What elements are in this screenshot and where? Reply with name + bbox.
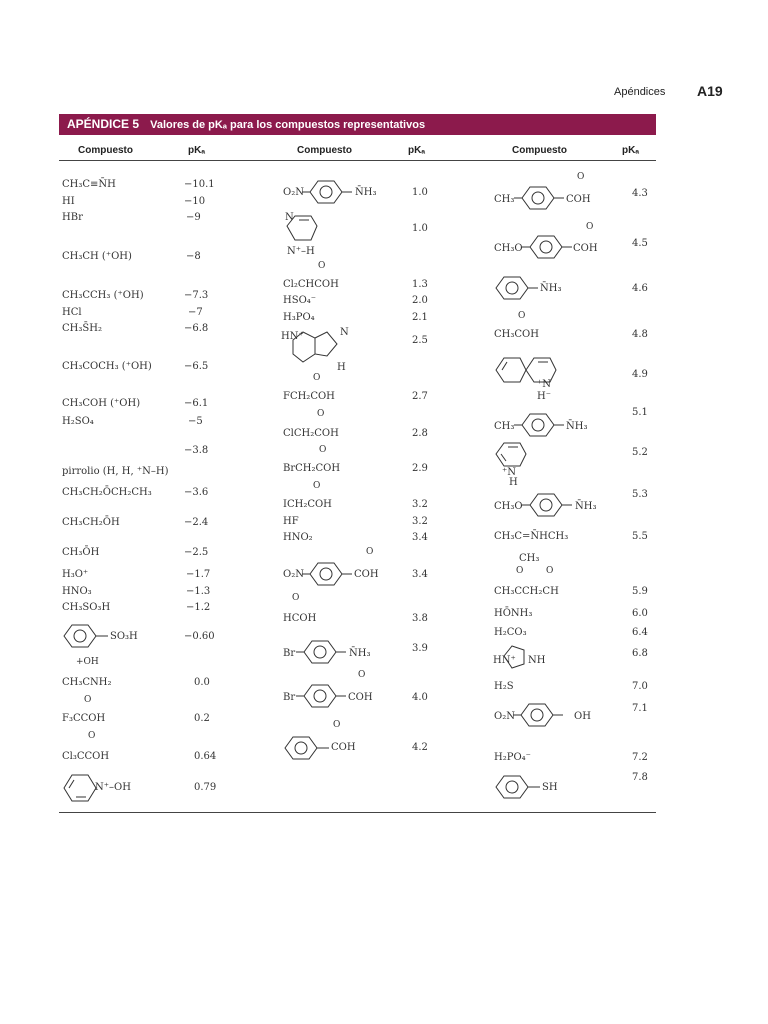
pka-value: 4.5 (632, 238, 648, 249)
compound-name: CH₃SO₃H (62, 602, 111, 613)
pka-value: 1.0 (412, 187, 428, 198)
pka-value: 0.0 (194, 677, 210, 688)
compound-name: CH₃ŌH (62, 547, 100, 558)
imidazolium-hn-plus-label: HN⁺ (493, 655, 516, 666)
purine-h-label: H (337, 362, 346, 373)
compound-name: CH₃CH₂ŌCH₂CH₃ (62, 487, 152, 498)
compound-name: FCH₂COH (283, 391, 335, 402)
n-plus-oh-label: N⁺–OH (95, 782, 131, 793)
compound-name: HŌNH₃ (494, 608, 533, 619)
protonated-oh-label: +OH (76, 657, 99, 667)
carbonyl-o-label: O (317, 409, 325, 419)
col2-header-compound: Compuesto (297, 145, 352, 156)
pka-value: 3.2 (412, 499, 428, 510)
ketoaldehyde-label: CH₃CCH₂CH (494, 586, 559, 597)
acetic-acid-label: CH₃COH (494, 329, 539, 340)
pka-value: −1.7 (186, 569, 211, 580)
ammonium-label: N̄H₃ (540, 283, 562, 294)
pka-value: −6.8 (184, 323, 209, 334)
pka-value: −0.60 (184, 631, 215, 642)
ammonium-label: N̄H₃ (355, 187, 377, 198)
compound-name: CH₃CCH₃ (⁺OH) (62, 290, 144, 301)
compound-name: HBr (62, 212, 83, 223)
pka-value: 2.9 (412, 463, 428, 474)
carbonyl-o-label: O (319, 445, 327, 455)
compound-name: H₃PO₄ (283, 312, 315, 323)
pka-value: 5.5 (632, 531, 648, 542)
pka-value: 0.79 (194, 782, 217, 793)
hydroxyl-label: OH (574, 711, 591, 722)
bromoanilinium-ring (296, 638, 356, 668)
pka-value: 3.4 (412, 569, 428, 580)
carbonyl-o-label: O (366, 547, 374, 557)
ammonium-label: N̄H₃ (575, 501, 597, 512)
pka-value: 7.0 (632, 681, 648, 692)
pka-value: 6.4 (632, 627, 648, 638)
compound-name: pirrolio (H, H, ⁺N–H) (62, 466, 169, 477)
bottom-rule (59, 812, 656, 813)
compound-name: H₃O⁺ (62, 569, 89, 580)
pka-value: 4.0 (412, 692, 428, 703)
carboxyl-label: COH (573, 243, 598, 254)
compound-name: HSO₄⁻ (283, 295, 317, 306)
compound-name: H₂PO₄⁻ (494, 752, 531, 763)
carboxyl-label: COH (331, 742, 356, 753)
pka-value: 4.9 (632, 369, 648, 380)
nitrophenol-ring (513, 701, 583, 731)
pka-value: 1.3 (412, 279, 428, 290)
pka-value: 3.9 (412, 643, 428, 654)
methyl-label: CH₃ (519, 553, 540, 564)
pka-value: −6.1 (184, 398, 209, 409)
compound-name: HCl (62, 307, 82, 318)
pyridinium-h-label: H (509, 477, 518, 488)
imidazolium-nh-label: NH (528, 655, 546, 666)
banner-title: APÉNDICE 5 (67, 117, 140, 131)
pka-value: −2.4 (184, 517, 209, 528)
pka-value: 3.4 (412, 532, 428, 543)
quinolinium-structure (494, 354, 564, 394)
banner-subtitle: Valores de pKₐ para los compuestos representativos (150, 119, 426, 131)
col3-header-compound: Compuesto (512, 145, 567, 156)
pka-value: 5.9 (632, 586, 648, 597)
pka-value: −3.6 (184, 487, 209, 498)
pka-value: −7 (188, 307, 203, 318)
carbonyl-o-label: O (292, 593, 300, 603)
carbonyl-o-label: O (358, 670, 366, 680)
pka-value: −10 (184, 196, 206, 207)
ammonium-label: N̄H₃ (566, 421, 588, 432)
header-rule (59, 160, 656, 161)
quinoline-nitrogen-label: ⁺N (537, 379, 552, 390)
carbonyl-o-label: O (516, 566, 524, 576)
pka-value: −1.2 (186, 602, 211, 613)
compound-name: CH₃CH₂ŌH (62, 517, 120, 528)
pka-value: 5.1 (632, 407, 648, 418)
bromobenzoic-ring (296, 682, 356, 712)
pka-value: −3.8 (184, 445, 209, 456)
nitro-label: O₂N (494, 711, 515, 722)
quinoline-h-label: H⁻ (537, 391, 551, 402)
pka-value: −1.3 (186, 586, 211, 597)
compound-name: ClCH₂COH (283, 428, 339, 439)
ring-nitrogen-label: N (285, 212, 294, 223)
pka-value: −6.5 (184, 361, 209, 372)
compound-name: CH₃COH (⁺OH) (62, 398, 141, 409)
nitro-label: O₂N (283, 569, 304, 580)
carbonyl-o-label: O (518, 311, 526, 321)
pka-value: 2.0 (412, 295, 428, 306)
nitroanilinium-ring (302, 178, 362, 208)
carbonyl-o-label: O (84, 695, 92, 705)
pka-value: 7.8 (632, 772, 648, 783)
trifluoroacetic-acid-label: F₃CCOH (62, 713, 106, 724)
iminium-label: CH₃C=N̄HCH₃ (494, 531, 569, 542)
bromo-label: Br (283, 648, 296, 659)
compound-name: H₂SO₄ (62, 416, 94, 427)
pka-value: −8 (186, 251, 201, 262)
carboxyl-label: COH (566, 194, 591, 205)
protonated-nitrogen-label: N⁺–H (287, 246, 315, 257)
nitro-label: O₂N (283, 187, 304, 198)
running-header-section: Apéndices (614, 86, 666, 98)
carbonyl-o-label: O (313, 373, 321, 383)
benzenesulfonic-acid-structure (62, 622, 152, 652)
purine-nitrogen-label: N (340, 327, 349, 338)
carbonyl-o-label: O (318, 261, 326, 271)
carboxyl-label: COH (354, 569, 379, 580)
pka-value: 2.8 (412, 428, 428, 439)
purine-hn-plus-label: HN⁺ (281, 331, 304, 342)
pka-value: 2.5 (412, 335, 428, 346)
pka-value: 4.3 (632, 188, 648, 199)
compound-name: CH₃CH (⁺OH) (62, 251, 132, 262)
pka-value: 2.7 (412, 391, 428, 402)
carbonyl-o-label: O (546, 566, 554, 576)
carbonyl-o-label: O (88, 731, 96, 741)
pka-value: 5.2 (632, 447, 648, 458)
ammonium-label: N̄H₃ (349, 648, 371, 659)
compound-name: BrCH₂COH (283, 463, 341, 474)
pka-value: 6.8 (632, 648, 648, 659)
carbonyl-o-label: O (577, 172, 585, 182)
methoxy-label: CH₃O (494, 501, 523, 512)
pka-value: 2.1 (412, 312, 428, 323)
pka-value: 7.1 (632, 703, 648, 714)
pka-value: −5 (188, 416, 203, 427)
pka-value: −2.5 (184, 547, 209, 558)
compound-name: CH₃COCH₃ (⁺OH) (62, 361, 152, 372)
col2-header-pka: pKₐ (408, 145, 426, 156)
compound-name: Cl₂CHCOH (283, 279, 339, 290)
compound-name: H₂S (494, 681, 514, 692)
compound-name: HNO₃ (62, 586, 92, 597)
pka-value: 4.8 (632, 329, 648, 340)
pka-value: −10.1 (184, 179, 215, 190)
col1-header-compound: Compuesto (78, 145, 133, 156)
carbonyl-o-label: O (313, 481, 321, 491)
compound-name: ICH₂COH (283, 499, 332, 510)
pka-value: 7.2 (632, 752, 648, 763)
pka-value: 5.3 (632, 489, 648, 500)
pka-value: 1.0 (412, 223, 428, 234)
pka-value: −9 (186, 212, 201, 223)
compound-name: H₂CO₃ (494, 627, 527, 638)
pka-value: 0.64 (194, 751, 217, 762)
methyl-label: CH₃ (494, 421, 515, 432)
page-number: A19 (697, 83, 723, 99)
pka-value: 4.2 (412, 742, 428, 753)
carbonyl-o-label: O (333, 720, 341, 730)
sulfonic-acid-label: SO₃H (110, 631, 138, 642)
pka-value: −7.3 (184, 290, 209, 301)
compound-name: CH₃S̄H₂ (62, 323, 102, 334)
pka-value: 6.0 (632, 608, 648, 619)
pyridinium-nitrogen-label: ⁺N (502, 467, 517, 478)
trichloroacetic-acid-label: Cl₃CCOH (62, 751, 110, 762)
carbonyl-o-label: O (586, 222, 594, 232)
compound-name: CH₃C≡N̄H (62, 179, 116, 190)
methoxy-label: CH₃O (494, 243, 523, 254)
pka-value: 0.2 (194, 713, 210, 724)
bromo-label: Br (283, 692, 296, 703)
col3-header-pka: pKₐ (622, 145, 640, 156)
carboxyl-label: COH (348, 692, 373, 703)
methyl-label: CH₃ (494, 194, 515, 205)
compound-name: HF (283, 516, 299, 527)
compound-name: HI (62, 196, 75, 207)
appendix-banner (59, 114, 656, 135)
thiol-label: SH (542, 782, 558, 793)
pka-value: 3.2 (412, 516, 428, 527)
formic-acid-label: HCOH (283, 613, 317, 624)
acetamide-label: CH₃CNH₂ (62, 677, 112, 688)
pka-value: 3.8 (412, 613, 428, 624)
col1-header-pka: pKₐ (188, 145, 206, 156)
compound-name: HNO₂ (283, 532, 313, 543)
pka-value: 4.6 (632, 283, 648, 294)
